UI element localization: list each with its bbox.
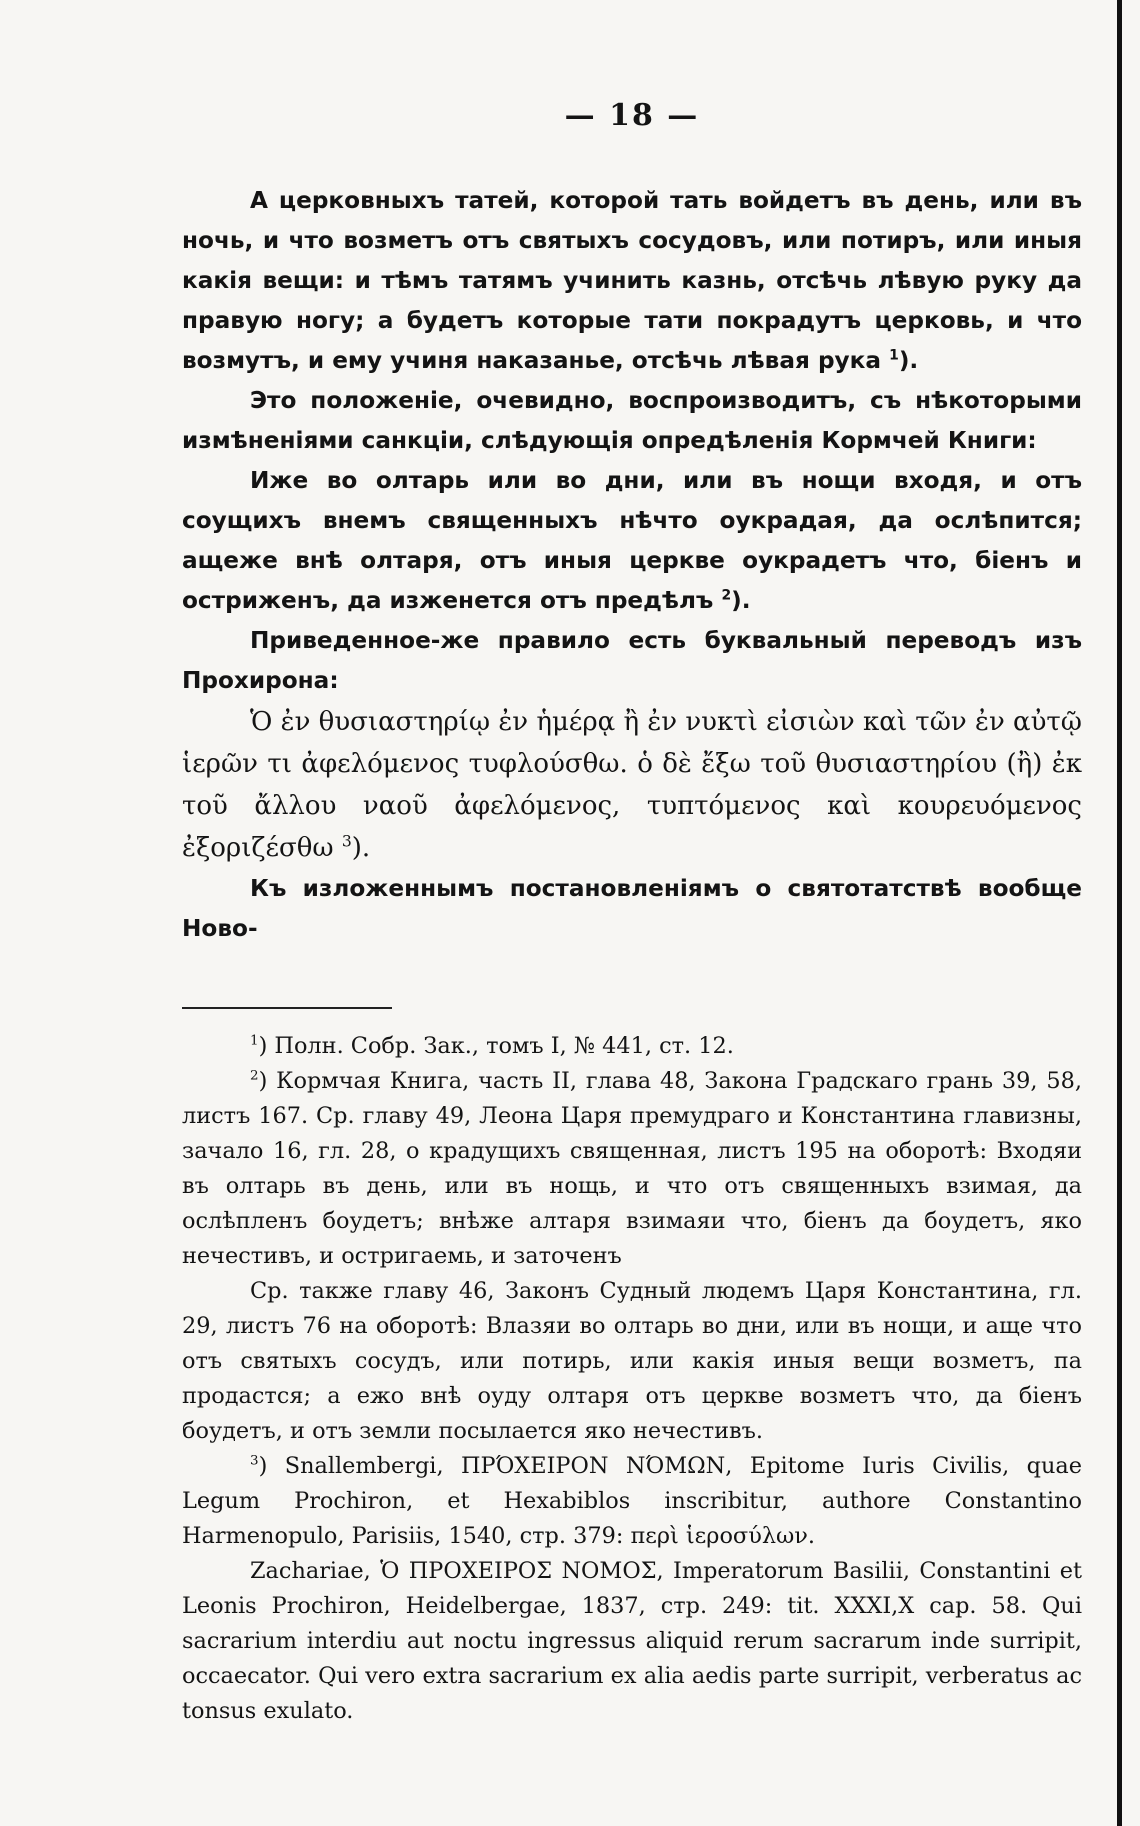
footnote-separator (182, 1007, 392, 1009)
paragraph-1-text: А церковныхъ татей, которой тать войдетъ въ день, или въ ночь, и что возметъ отъ святыхъ сосудовъ, или потиръ, или иныя какія вещи: и тѣмъ татямъ учинить казнь, отсѣчь лѣвую руку да правую ногу; а будетъ которые тати покрадутъ церковь, и что возмутъ, и ему учиня наказанье, отсѣчь лѣвая рука (182, 187, 1082, 374)
greek-quotation-end: ). (351, 833, 371, 863)
footnote-ref-2: 2 (721, 587, 732, 604)
greek-quotation (182, 701, 1082, 869)
paragraph-5: Къ изложеннымъ постановленіямъ о святотатствѣ вообще Ново- (182, 875, 1082, 942)
footnote-1: $^1$) Полн. Собр. Зак., томъ I, № 441, ст. 12. (250, 1033, 734, 1059)
paragraph-1-end: ). (898, 347, 919, 374)
main-text-continued (182, 869, 1082, 949)
footnote-2-text: Кормчая Книга, часть II, глава 48, Закона Градскаго грань 39, 58, листъ 167. Ср. главу 49, Леона Царя премудраго и Константина главизны, зачало 16, гл. 28, о крадущихъ священная, листъ 195 на оборотѣ: Входяи въ олтарь въ день, или въ нощь, и что отъ священныхъ взимая, да ослѣпленъ боудетъ; внѣже алтаря взимаяи что, біенъ да боудетъ, яко нечестивъ, и остригаемь, и заточенъ (182, 1068, 1082, 1269)
footnote-ref-3: 3 (341, 832, 352, 851)
main-text (182, 181, 1082, 701)
paragraph-3-end: ). (731, 587, 751, 614)
footnote-2-continuation: Ср. также главу 46, Законъ Судный людемъ Царя Константина, гл. 29, листъ 76 на оборотѣ: Влазяи во олтарь во дни, или въ нощи, и аще что отъ святыхъ сосудъ, или потирь, или какія иныя вещи возметъ, па продастся; а ежо внѣ оуду олтаря отъ церкве возметъ что, да біенъ боудетъ, и отъ земли посылается яко нечестивъ. (182, 1278, 1082, 1444)
page-number: — 18 — (564, 98, 700, 133)
footnote-3-mark: 3 (250, 1453, 259, 1469)
footnote-3: $^3$) Snallembergi, ΠΡΌΧΕΙΡΟΝ ΝΌΜΩΝ, Epitome Iuris Civilis, quae Legum Prochiron, et Hexabiblos inscribitur, authore Constantino Harmenopulo, Parisiis, 1540, стр. 379: περὶ ἱεροσύλων. (182, 1453, 1082, 1549)
footnote-ref-1: 1 (889, 347, 899, 364)
paragraph-1 (182, 181, 1082, 381)
footnote-2: $^2$) Кормчая Книга, часть II, глава 48, Закона Градскаго грань 39, 58, листъ 167. Ср. главу 49, Леона Царя премудраго и Константина главизны, зачало 16, гл. 28, о крадущихъ священная, листъ 195 на оборотѣ: Входяи въ олтарь въ день, или въ нощь, и что отъ священныхъ взимая, да ослѣпленъ боудетъ; внѣже алтаря взимаяи что, біенъ да боудетъ, яко нечестивъ, и остригаемь, и заточенъ (182, 1068, 1082, 1269)
paragraph-3 (182, 461, 1082, 621)
footnote-3-text: Snallembergi, ΠΡΌΧΕΙΡΟΝ ΝΌΜΩΝ, Epitome Iuris Civilis, quae Legum Prochiron, et Hexabiblos inscribitur, authore Constantino Harmenopulo, Parisiis, 1540, стр. 379: (182, 1453, 1082, 1549)
greek-quotation-text: Ὁ ἐν θυσιαστηρίῳ ἐν ἡμέρᾳ ἢ ἐν νυκτὶ εἰσιὼν καὶ τῶν ἐν αὐτῷ ἱερῶν τι ἀφελόμενος τυφλούσθω. ὁ δὲ ἔξω τοῦ θυσιαστηρίου (ἢ) ἐκ τοῦ ἄλλου ναοῦ ἀφελόμενος, τυπτόμενος καὶ κουρευόμενος ἐξοριζέσθω (182, 707, 1082, 863)
footnote-1-mark: 1 (250, 1033, 259, 1049)
footnote-3-continuation: Zachariae, Ὁ ΠΡΟΧΕΙΡΟΣ ΝΟΜΟΣ, Imperatorum Basilii, Constantini et Leonis Prochiron, Heidelbergae, 1837, стр. 249: tit. XXXI,X cap. 58. Qui sacrarium interdiu aut noctu ingressus aliquid rerum sacrarum inde surripit, occaecator. Qui vero extra sacrarium ex alia aedis parte surripit, verberatus ac tonsus exulato. (182, 1558, 1082, 1724)
paragraph-2: Это положеніе, очевидно, воспроизводитъ, съ нѣкоторыми измѣненіями санкціи, слѣдующія опредѣленія Кормчей Книги: (182, 387, 1082, 454)
footnotes (182, 1029, 1082, 1729)
footnote-2-mark: 2 (250, 1068, 259, 1084)
paragraph-3-text: Иже во олтарь или во дни, или въ нощи входя, и отъ соущихъ внемъ священныхъ нѣчто оукрадая, да ослѣпится; ащеже внѣ олтаря, отъ иныя церкве оукрадетъ что, біенъ и остриженъ, да изженется отъ предѣлъ (182, 467, 1082, 614)
paragraph-4: Приведенное-же правило есть буквальный переводъ изъ Прохирона: (182, 627, 1082, 694)
footnote-1-text: Полн. Собр. Зак., томъ I, № 441, ст. 12. (274, 1033, 734, 1059)
footnote-3-greek: περὶ ἱεροσύλων. (630, 1523, 816, 1549)
book-page (182, 98, 1082, 1729)
page-edge-line (1117, 0, 1122, 1826)
